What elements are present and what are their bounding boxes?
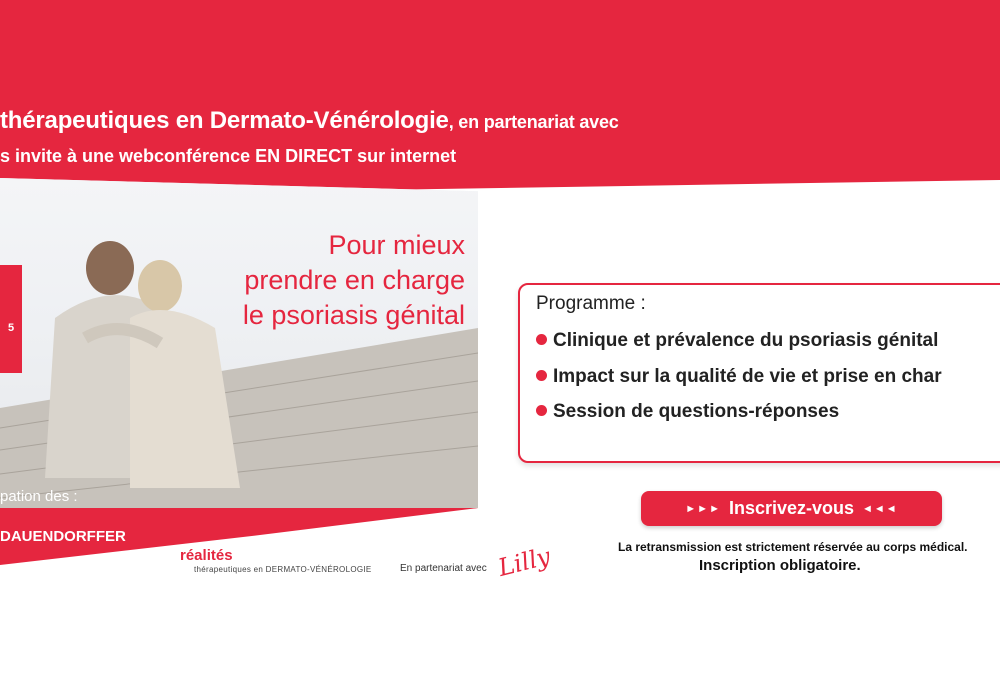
lilly-logo: Lilly <box>495 542 554 582</box>
side-red-tab <box>0 265 22 373</box>
header-title-line <box>0 107 619 135</box>
speaker-name: DAUENDORFFER <box>0 528 126 545</box>
bullet-icon <box>536 334 547 345</box>
bullet-icon <box>536 405 547 416</box>
arrows-right-icon: ►►► <box>685 502 721 515</box>
header-invite-line: s invite à une webconférence EN DIRECT sur internet <box>0 146 457 166</box>
title-line-3: le psoriasis génital <box>242 300 465 330</box>
journal-name: thérapeutiques en Dermato-Vénérologie <box>0 107 449 134</box>
partner-text: En partenariat avec <box>400 563 487 574</box>
title-line-1: Pour mieux <box>328 230 465 260</box>
programme-item-text: Clinique et prévalence du psoriasis génital <box>553 330 939 351</box>
programme-item <box>536 330 938 352</box>
participation-label: pation des : <box>0 488 78 505</box>
programme-item-text: Impact sur la qualité de vie et prise en char <box>553 366 942 387</box>
realites-subtitle: thérapeutiques en DERMATO-VÉNÉROLOGIE <box>194 565 372 574</box>
arrows-left-icon: ◄◄◄ <box>862 502 898 515</box>
webinar-title <box>208 228 465 333</box>
programme-item <box>536 366 942 388</box>
medical-notice: La retransmission est strictement réservée au corps médical. <box>618 540 968 554</box>
register-button[interactable] <box>641 491 942 526</box>
bullet-icon <box>536 370 547 381</box>
header-partner-suffix: , en partenariat avec <box>448 112 619 132</box>
title-line-2: prendre en charge <box>244 265 465 295</box>
programme-title: Programme : <box>536 293 646 314</box>
programme-item <box>536 401 839 423</box>
registration-required-notice: Inscription obligatoire. <box>699 557 861 574</box>
tab-digit: 5 <box>8 322 15 334</box>
register-button-label: Inscrivez-vous <box>728 498 855 518</box>
programme-item-text: Session de questions-réponses <box>553 401 840 422</box>
realites-logo: réalités <box>180 547 233 564</box>
